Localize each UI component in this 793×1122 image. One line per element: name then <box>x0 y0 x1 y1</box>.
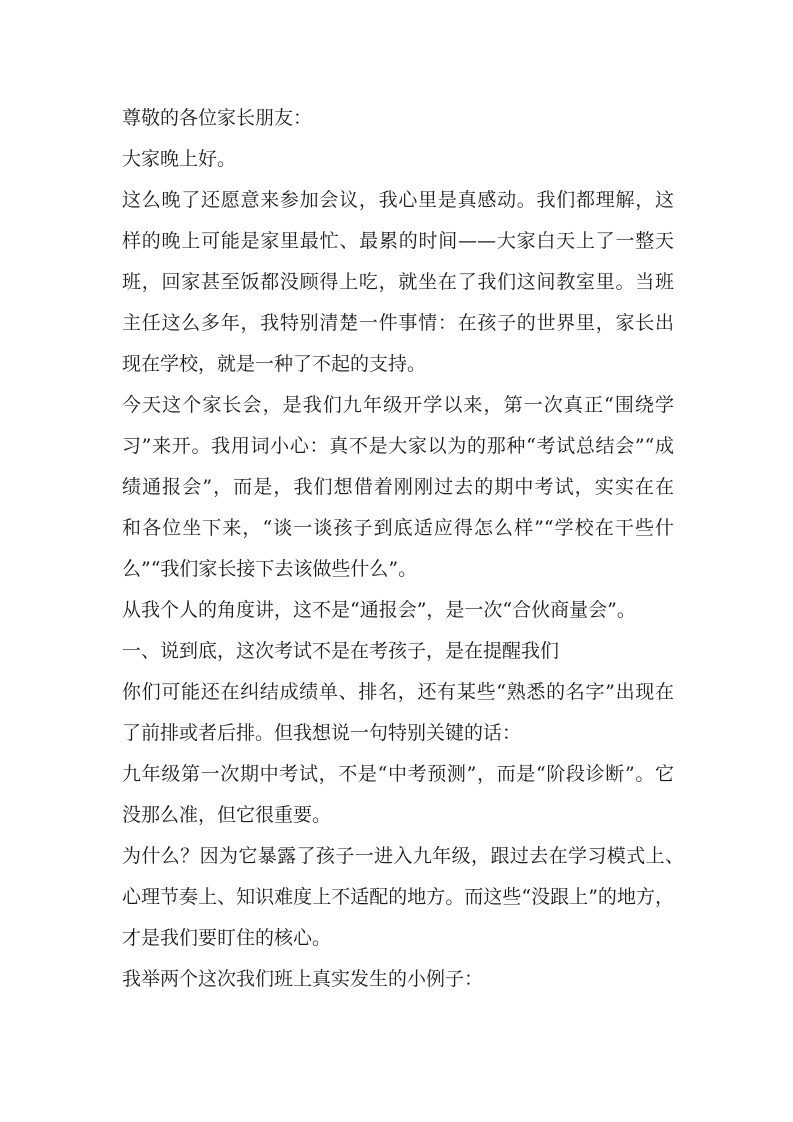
text-line: 这么晚了还愿意来参加会议，我心里是真感动。我们都理解，这 <box>122 189 674 211</box>
text-line: 你们可能还在纠结成绩单、排名，还有某些“熟悉的名字”出现在 <box>122 681 674 703</box>
text-line: 样的晚上可能是家里最忙、最累的时间——大家白天上了一整天 <box>122 230 674 252</box>
text-line: 现在学校，就是一种了不起的支持。 <box>122 353 427 375</box>
text-line: 主任这么多年，我特别清楚一件事情：在孩子的世界里，家长出 <box>122 312 674 334</box>
text-line: 为什么？因为它暴露了孩子一进入九年级，跟过去在学习模式上、 <box>122 845 684 867</box>
text-line: 班，回家甚至饭都没顾得上吃，就坐在了我们这间教室里。当班 <box>122 271 674 293</box>
text-line: 和各位坐下来，“谈一谈孩子到底适应得怎么样”“学校在干些什 <box>122 517 674 539</box>
text-line: 今天这个家长会，是我们九年级开学以来，第一次真正“围绕学 <box>122 394 674 416</box>
text-line: 我举两个这次我们班上真实发生的小例子： <box>122 968 484 990</box>
document-page <box>122 104 684 1006</box>
text-line: 了前排或者后排。但我想说一句特别关键的话： <box>122 722 522 744</box>
text-line: 么”“我们家长接下去该做些什么”。 <box>122 558 418 580</box>
text-line: 尊敬的各位家长朋友： <box>122 107 313 129</box>
text-line: 绩通报会”，而是，我们想借着刚刚过去的期中考试，实实在在 <box>122 476 674 498</box>
text-line: 心理节奏上、知识难度上不适配的地方。而这些“没跟上”的地方， <box>122 886 674 908</box>
text-line: 没那么准，但它很重要。 <box>122 804 332 826</box>
text-line: 习”来开。我用词小心：真不是大家以为的那种“考试总结会”“成 <box>122 435 674 457</box>
text-line: 大家晚上好。 <box>122 148 237 170</box>
text-line: 才是我们要盯住的核心。 <box>122 927 332 949</box>
text-line: 九年级第一次期中考试，不是“中考预测”，而是“阶段诊断”。它 <box>122 763 674 785</box>
text-line: 一、说到底，这次考试不是在考孩子，是在提醒我们 <box>122 640 560 662</box>
text-line: 从我个人的角度讲，这不是“通报会”，是一次“合伙商量会”。 <box>122 599 636 621</box>
